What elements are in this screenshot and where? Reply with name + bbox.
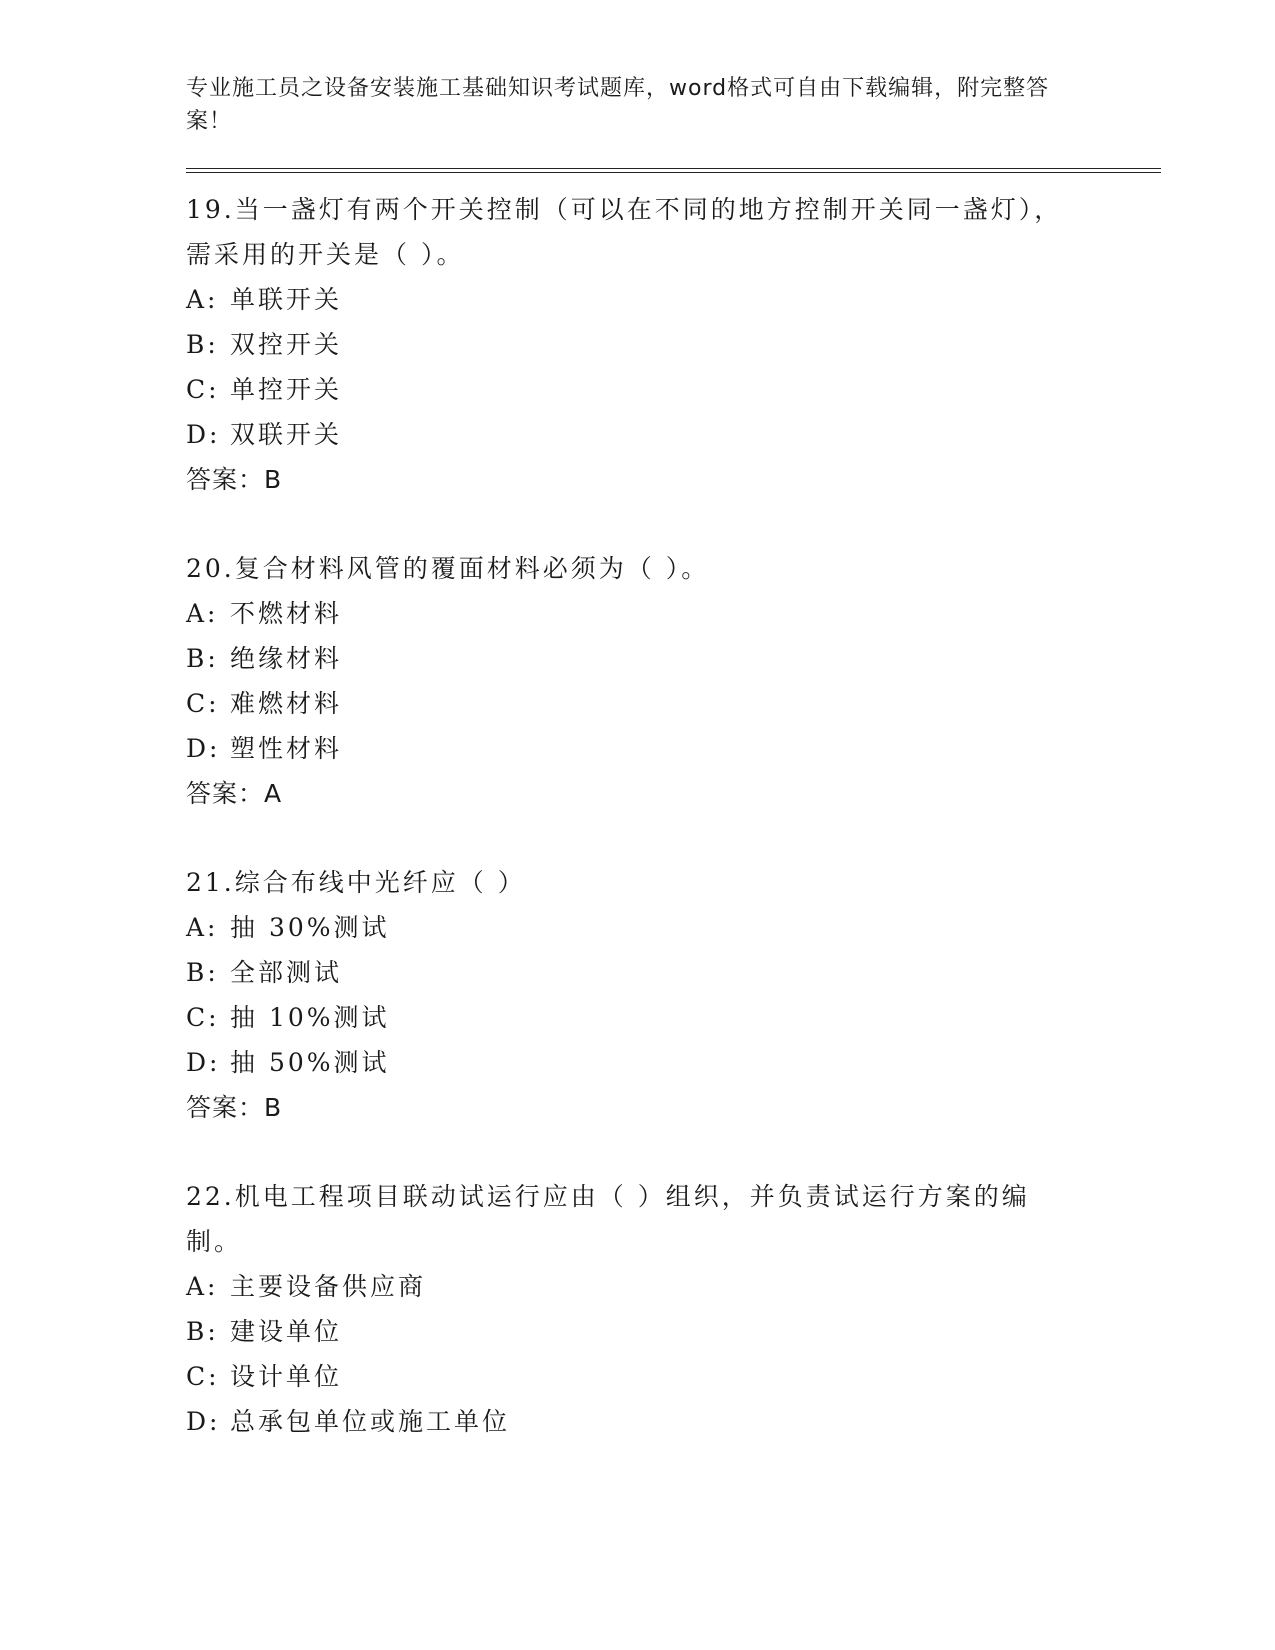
- option-c: [186, 995, 1161, 1040]
- option-text: 不燃材料: [230, 599, 343, 628]
- question-stem: 21.综合布线中光纤应（ ）: [186, 868, 526, 897]
- option-c: [186, 681, 1161, 726]
- option-text: 双控开关: [230, 330, 343, 359]
- option-text: 总承包单位或施工单位: [230, 1407, 511, 1436]
- option-key: D:: [186, 734, 221, 763]
- document-page: [186, 72, 1161, 1444]
- option-text: 抽 30%测试: [230, 913, 390, 942]
- option-key: B:: [186, 330, 219, 359]
- option-key: D:: [186, 1407, 221, 1436]
- document-header: 专业施工员之设备安装施工基础知识考试题库，word格式可自由下载编辑，附完整答案！: [186, 76, 1050, 134]
- option-b: [186, 322, 1161, 367]
- option-c: [186, 1354, 1161, 1399]
- question-stem: 20.复合材料风管的覆面材料必须为（ ）。: [186, 554, 710, 583]
- option-key: D:: [186, 420, 221, 449]
- question-stem: 19.当一盏灯有两个开关控制（可以在不同的地方控制开关同一盏灯），需采用的开关是（ ）。: [186, 195, 1063, 269]
- option-key: A:: [186, 599, 219, 628]
- option-a: [186, 905, 1161, 950]
- answer-line: 答案：A: [186, 779, 283, 808]
- option-key: B:: [186, 644, 219, 673]
- option-text: 塑性材料: [230, 734, 343, 763]
- option-key: A:: [186, 285, 219, 314]
- option-c: [186, 367, 1161, 412]
- option-key: C:: [186, 375, 220, 404]
- option-key: B:: [186, 958, 219, 987]
- option-b: [186, 1309, 1161, 1354]
- option-d: [186, 412, 1161, 457]
- question-19: [186, 187, 1161, 502]
- option-b: [186, 636, 1161, 681]
- option-text: 建设单位: [230, 1317, 343, 1346]
- option-text: 单控开关: [230, 375, 343, 404]
- question-20: [186, 546, 1161, 816]
- option-d: [186, 1040, 1161, 1085]
- option-key: A:: [186, 913, 219, 942]
- answer-line: 答案：B: [186, 465, 283, 494]
- header-divider: [186, 168, 1161, 173]
- question-stem: 22.机电工程项目联动试运行应由（ ）组织，并负责试运行方案的编制。: [186, 1182, 1030, 1256]
- option-text: 绝缘材料: [230, 644, 343, 673]
- option-text: 难燃材料: [230, 689, 343, 718]
- option-key: A:: [186, 1272, 219, 1301]
- option-key: C:: [186, 1003, 220, 1032]
- option-key: D:: [186, 1048, 221, 1077]
- option-key: B:: [186, 1317, 219, 1346]
- option-a: [186, 591, 1161, 636]
- option-text: 双联开关: [230, 420, 343, 449]
- option-text: 单联开关: [230, 285, 343, 314]
- option-d: [186, 726, 1161, 771]
- question-22: [186, 1174, 1161, 1444]
- option-a: [186, 277, 1161, 322]
- option-a: [186, 1264, 1161, 1309]
- answer-line: 答案：B: [186, 1093, 283, 1122]
- option-key: C:: [186, 689, 220, 718]
- option-text: 主要设备供应商: [230, 1272, 427, 1301]
- option-text: 抽 10%测试: [230, 1003, 390, 1032]
- option-text: 全部测试: [230, 958, 343, 987]
- option-text: 抽 50%测试: [230, 1048, 390, 1077]
- option-d: [186, 1399, 1161, 1444]
- option-b: [186, 950, 1161, 995]
- question-21: [186, 860, 1161, 1130]
- option-text: 设计单位: [230, 1362, 343, 1391]
- option-key: C:: [186, 1362, 220, 1391]
